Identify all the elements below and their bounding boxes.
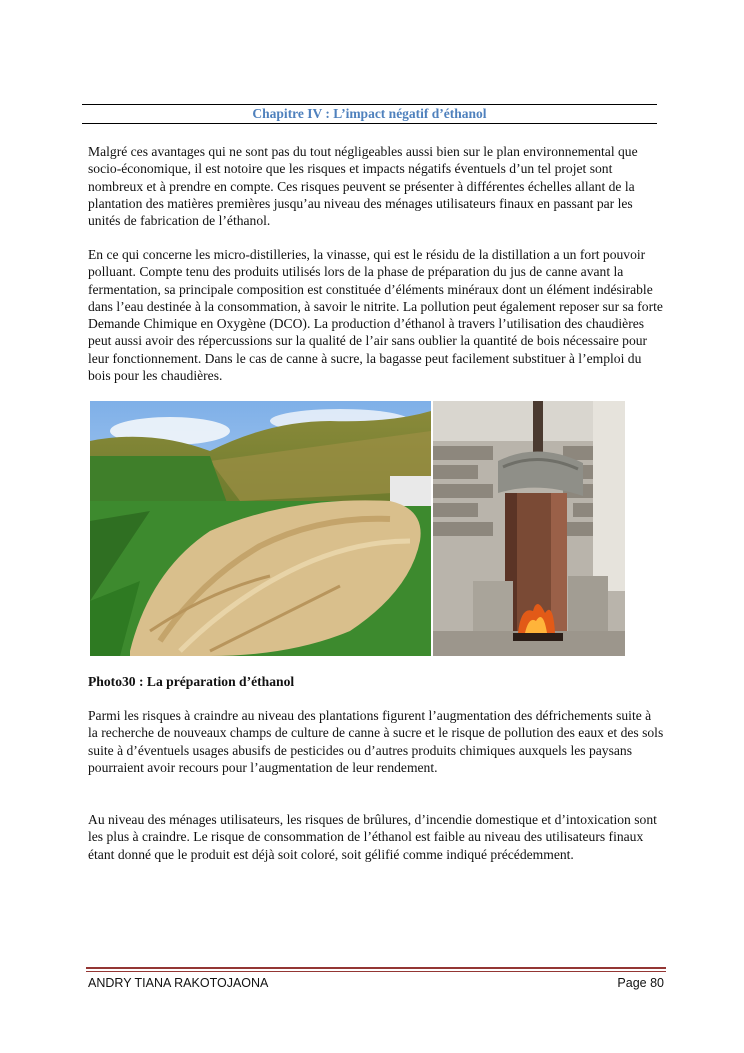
footer-rule-thick	[86, 967, 666, 969]
boiler-fire-illustration	[433, 401, 625, 656]
page-number: Page 80	[617, 976, 664, 990]
chapter-header	[82, 104, 657, 124]
bagasse-field-illustration	[90, 401, 431, 656]
boiler-fire-photo	[433, 401, 625, 656]
paragraph-plantations: Parmi les risques à craindre au niveau des plantations figurent l’augmentation des défrichements suite à la recherche de nouveaux champs de culture de canne à sucre et le risque de pollution des eaux et des sols suite à d’éventuels usages abusifs de pesticides ou d’autres produits chimiques auxquels les paysans pourraient avoir recours pour l’augmentation de leur rendement.	[88, 708, 664, 775]
footer-author: ANDRY TIANA RAKOTOJAONA	[88, 976, 269, 990]
photo-caption: Photo30 : La préparation d’éthanol	[88, 674, 295, 689]
chapter-title: Chapitre IV : L’impact négatif d’éthanol	[252, 106, 487, 121]
paragraph-intro: Malgré ces avantages qui ne sont pas du tout négligeables aussi bien sur le plan environnemental que socio-économique, il est notoire que les risques et impacts négatifs éventuels d’un tel projet sont nombreux et à prendre en compte. Ces risques peuvent se présenter à différentes échelles allant de la plantation des matières premières jusqu’au niveau des ménages utilisateurs finaux en passant par les unités de fabrication de l’éthanol.	[88, 144, 638, 229]
paragraph-distilleries: En ce qui concerne les micro-distilleries, la vinasse, qui est le résidu de la distillation a un fort pouvoir polluant. Compte tenu des produits utilisés lors de la phase de préparation du jus de canne avant la fermentation, sa principale composition est constituée d’éléments minéraux dont un élément indésirable dans l’eau destinée à la consommation, à savoir le nitrite. La pollution peut également reposer sur sa forte Demande Chimique en Oxygène (DCO). La production d’éthanol à travers l’utilisation des chaudières peut aussi avoir des répercussions sur la qualité de l’air sans oublier la quantité de bois nécessaire pour leur fonctionnement. Dans le cas de canne à sucre, la bagasse peut facilement substituer à l’emploi du bois pour les chaudières.	[88, 247, 663, 384]
paragraph-households: Au niveau des ménages utilisateurs, les risques de brûlures, d’incendie domestique et d’intoxication sont les plus à craindre. Le risque de consommation de l’éthanol est faible au niveau des utilisateurs finaux étant donné que le produit est déjà soit coloré, soit gélifié comme indiqué précédemment.	[88, 812, 657, 862]
bagasse-field-photo	[90, 401, 431, 656]
footer-rule-thin	[86, 971, 666, 972]
